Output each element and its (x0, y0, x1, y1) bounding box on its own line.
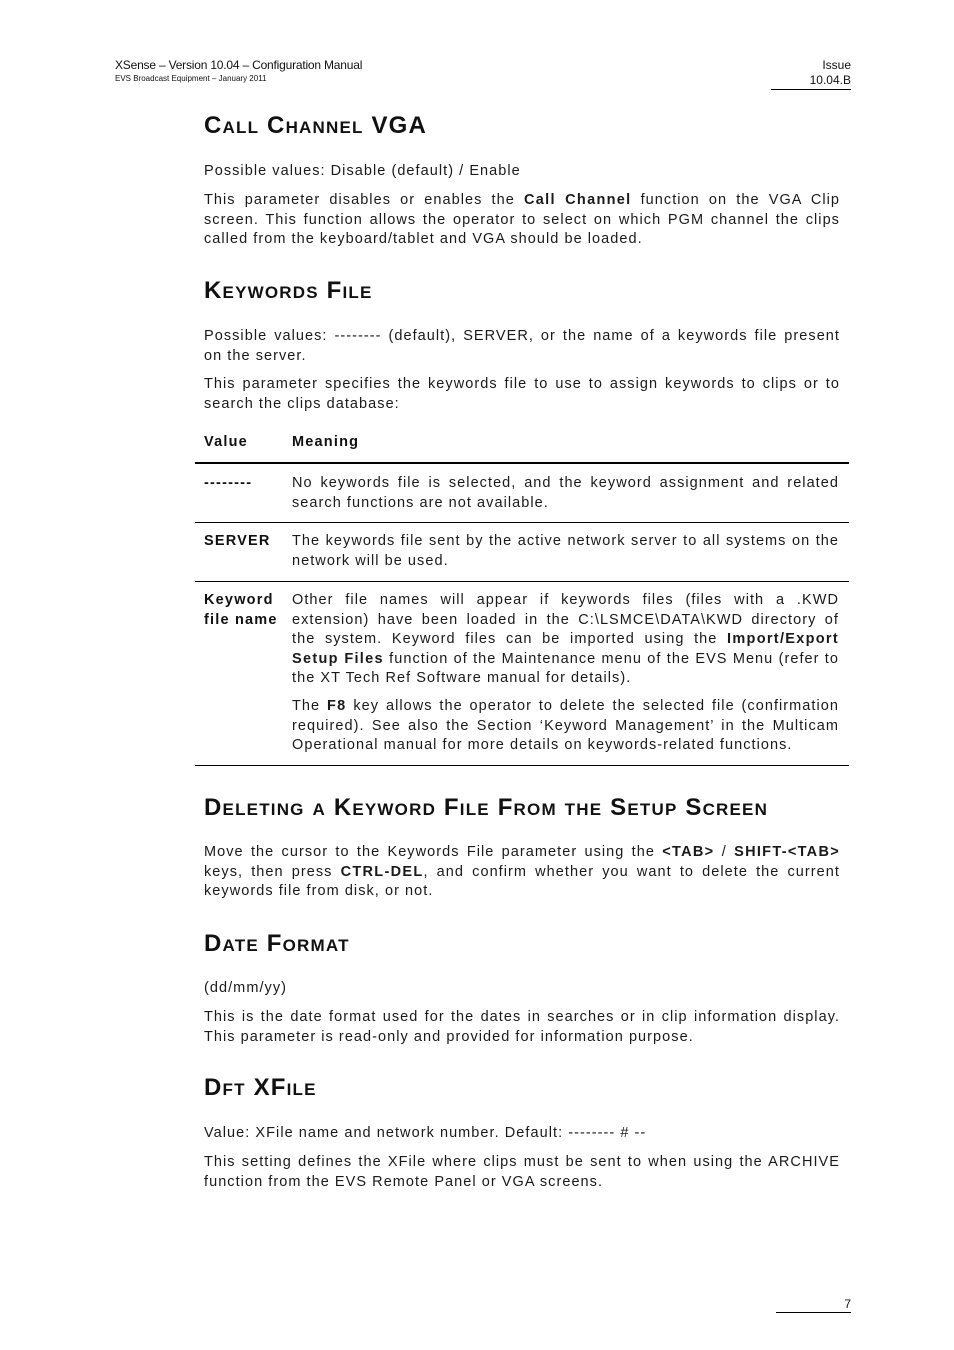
section-heading-dft-xfile: Dft XFile (204, 1074, 317, 1101)
section-heading-call-channel: Call Channel VGA (204, 112, 428, 139)
table-row-divider (195, 522, 849, 523)
table-bottom-rule (195, 765, 849, 766)
deleting-description: Move the cursor to the Keywords File parameter using the <TAB> / SHIFT-<TAB> keys, then press CTRL-DEL, and confirm whether you want to delete the current keywords file from disk, or not. (204, 844, 840, 899)
keywords-file-possible-values: Possible values: -------- (default), SERVER, or the name of a keywords file present on the server. (204, 328, 840, 364)
table-header-value: Value (204, 434, 248, 450)
page-header (115, 58, 362, 83)
table-header-rule (195, 462, 849, 464)
keywords-file-description: This parameter specifies the keywords file to use to assign keywords to clips or to search the clips database: (204, 376, 840, 412)
document-subtitle: EVS Broadcast Equipment – January 2011 (115, 74, 267, 83)
section-heading-date-format: Date Format (204, 930, 350, 957)
issue-block (771, 58, 851, 90)
issue-value: 10.04.B (809, 73, 851, 87)
table-header-meaning: Meaning (292, 434, 360, 450)
issue-label: Issue (822, 58, 851, 72)
table-cell-meaning: The keywords file sent by the active network server to all systems on the network will be used. (292, 533, 839, 569)
table-cell-meaning: Other file names will appear if keywords files (files with a .KWD extension) have been loaded in the C:\LSMCE\DATA\KWD directory of the system. Keyword files can be imported using the Import/Export Setup Files function of the Maintenance menu of the EVS Menu (refer to the XT Tech Ref Software manual for details). (292, 592, 839, 686)
dft-xfile-description: This setting defines the XFile where clips must be sent to when using the ARCHIVE function from the EVS Remote Panel or VGA screens. (204, 1154, 840, 1190)
table-row-divider (195, 581, 849, 582)
table-cell-meaning-note: The F8 key allows the operator to delete the selected file (confirmation required). See also the Section ‘Keyword Management’ in the Multicam Operational manual for more details on keywords-related functions. (292, 698, 839, 753)
section-heading-deleting-keyword-file: Deleting a Keyword File From the Setup Screen (204, 794, 769, 821)
section-heading-keywords-file: Keywords File (204, 277, 373, 304)
page-number: 7 (776, 1297, 851, 1313)
date-format-description: This is the date format used for the dates in searches or in clip information display. This parameter is read-only and provided for information purpose. (204, 1009, 840, 1045)
date-format-value: (dd/mm/yy) (204, 980, 287, 996)
dft-xfile-value: Value: XFile name and network number. Default: -------- # -- (204, 1125, 647, 1141)
document-title: XSense – Version 10.04 – Configuration Manual (115, 58, 363, 72)
call-channel-possible-values: Possible values: Disable (default) / Enable (204, 163, 521, 179)
table-cell-meaning: No keywords file is selected, and the keyword assignment and related search functions are not available. (292, 475, 839, 511)
table-cell-key: Keyword file name (204, 592, 278, 628)
call-channel-description: This parameter disables or enables the Call Channel function on the VGA Clip screen. This function allows the operator to select on which PGM channel the clips called from the keyboard/tablet and VGA should be loaded. (204, 192, 841, 247)
table-cell-key: -------- (204, 475, 253, 491)
table-cell-key: SERVER (204, 533, 271, 549)
